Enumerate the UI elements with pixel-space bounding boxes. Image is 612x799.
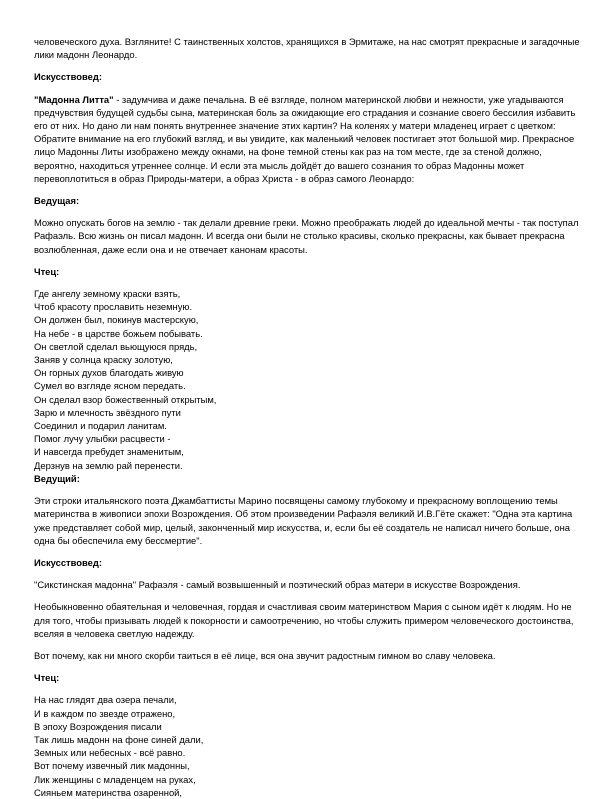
speaker-host-male: Ведущий: <box>34 472 80 484</box>
paragraph-hymn: Вот почему, как ни много скорби таиться в её лице, вся она звучит радостным гимном во славу человека. <box>34 649 496 661</box>
paragraph-maria: Необыкновенно обаятельная и человечная, гордая и счастливая своим материнством Мария с сыном идёт к людям. Но не для того, чтобы призывать людей к покорности и самоотречению, но чтобы служить примером человеческого достоинства, вселяя в человека светлую надежду. <box>34 601 574 639</box>
poem-line: И в каждом по звезде отражено, <box>34 707 176 719</box>
poem-line: Вот почему извечный лик мадонны, <box>34 760 190 772</box>
poem-line: Сумел во взгляде ясном передать. <box>34 380 186 392</box>
poem-line: В эпоху Возрождения писали <box>34 720 162 732</box>
paragraph-intro: человеческого духа. Взгляните! С таинственных холстов, хранящихся в Эрмитаже, на нас смотрят прекрасные и загадочные лики мадонн Леонардо. <box>34 36 580 61</box>
painting-title: "Мадонна Литта" <box>34 93 114 105</box>
poem-line: Земных или небесных - всё равно. <box>34 747 186 759</box>
paragraph-sistine: "Сикстинская мадонна" Рафаэля - самый возвышенный и поэтический образ матери в искусстве Возрождения. <box>34 579 521 591</box>
poem-marino <box>34 287 584 472</box>
poem-line: Так лишь мадонн на фоне синей дали, <box>34 733 204 745</box>
poem-line: Зарю и млечность звёздного пути <box>34 406 181 418</box>
poem-line: Сияньем материнства озаренной, <box>34 786 183 798</box>
paragraph-raphael: Можно опускать богов на землю - так делали древние греки. Можно преображать людей до идеальной мечты - так поступал Рафаэль. Всю жизнь он писал мадонн. И всегда они были не столько красивы, сколько прекрасны, как бывает прекрасна возлюбленная, даже если она и не отвечает канонам красоты. <box>34 217 579 255</box>
poem-line: На нас глядят два озера печали, <box>34 694 177 706</box>
poem-line: Помог лучу улыбки расцвести - <box>34 433 171 445</box>
poem-lakes <box>34 693 584 799</box>
poem-line: Заняв у солнца краску золотую, <box>34 354 173 366</box>
document-page <box>34 35 584 799</box>
speaker-host-female: Ведущая: <box>34 195 80 207</box>
poem-line: Он светлой сделал вьющуюся прядь, <box>34 340 198 352</box>
speaker-art-historian: Искусствовед: <box>34 556 102 568</box>
poem-line: Дерзнув на землю рай перенести. <box>34 459 183 471</box>
poem-line: На небе - в царстве божьем побывать. <box>34 327 203 339</box>
poem-line: Соединил и подарил ланитам. <box>34 420 167 432</box>
paragraph-goethe: Эти строки итальянского поэта Джамбаттисты Марино посвящены самому глубокому и прекрасному воплощению темы материнства в живописи эпохи Возрождения. Об этом произведении Рафаэля великий И.В.Гёте скажет: "Одна эта картина уже представляет собой мир, целый, законченный мир искусства, и, если бы её создатель не написал ничего больше, она одна бы обеспечила ему бессмертие". <box>34 495 573 546</box>
poem-line: Он сделал взор божественный открытым, <box>34 393 217 405</box>
poem-line: Где ангелу земному краски взять, <box>34 288 181 300</box>
poem-line: Лик женщины с младенцем на руках, <box>34 773 196 785</box>
paragraph-madonna-litta <box>34 93 584 185</box>
speaker-reader: Чтец: <box>34 265 60 277</box>
poem-line: Он горных духов благодать живую <box>34 367 184 379</box>
speaker-art-historian: Искусствовед: <box>34 71 102 83</box>
poem-line: Он должен был, покинув мастерскую, <box>34 314 199 326</box>
poem-line: И навсегда пребудет знаменитым, <box>34 446 184 458</box>
speaker-reader: Чтец: <box>34 672 60 684</box>
poem-line: Чтоб красоту прославить неземную. <box>34 301 193 313</box>
paragraph-text: - задумчива и даже печальна. В её взгляде, полном материнской любви и нежности, уже угадываются предчувствия будущей судьбы сына, материнская боль за ожидающие его страдания и сознание своего бессилия избавить его от них. Но дано ли нам понять внутреннее значение этих картин? На коленях у матери младенец играет с цветком: Обратите внимание на его глубокий взгляд, и вы увидите, как маленький человек постигает этот большой мир. Прекрасное лицо Мадонны Литы изображено между окнами, на фоне темной стены как раз на том месте, где за стеной должно, вероятно, находиться утреннее солнце. И если эта мысль дойдёт до вашего сознания то образ Мадонны может перевоплотиться в образ Природы-матери, а образ Христа - в образ самого Леонардо: <box>34 93 576 184</box>
